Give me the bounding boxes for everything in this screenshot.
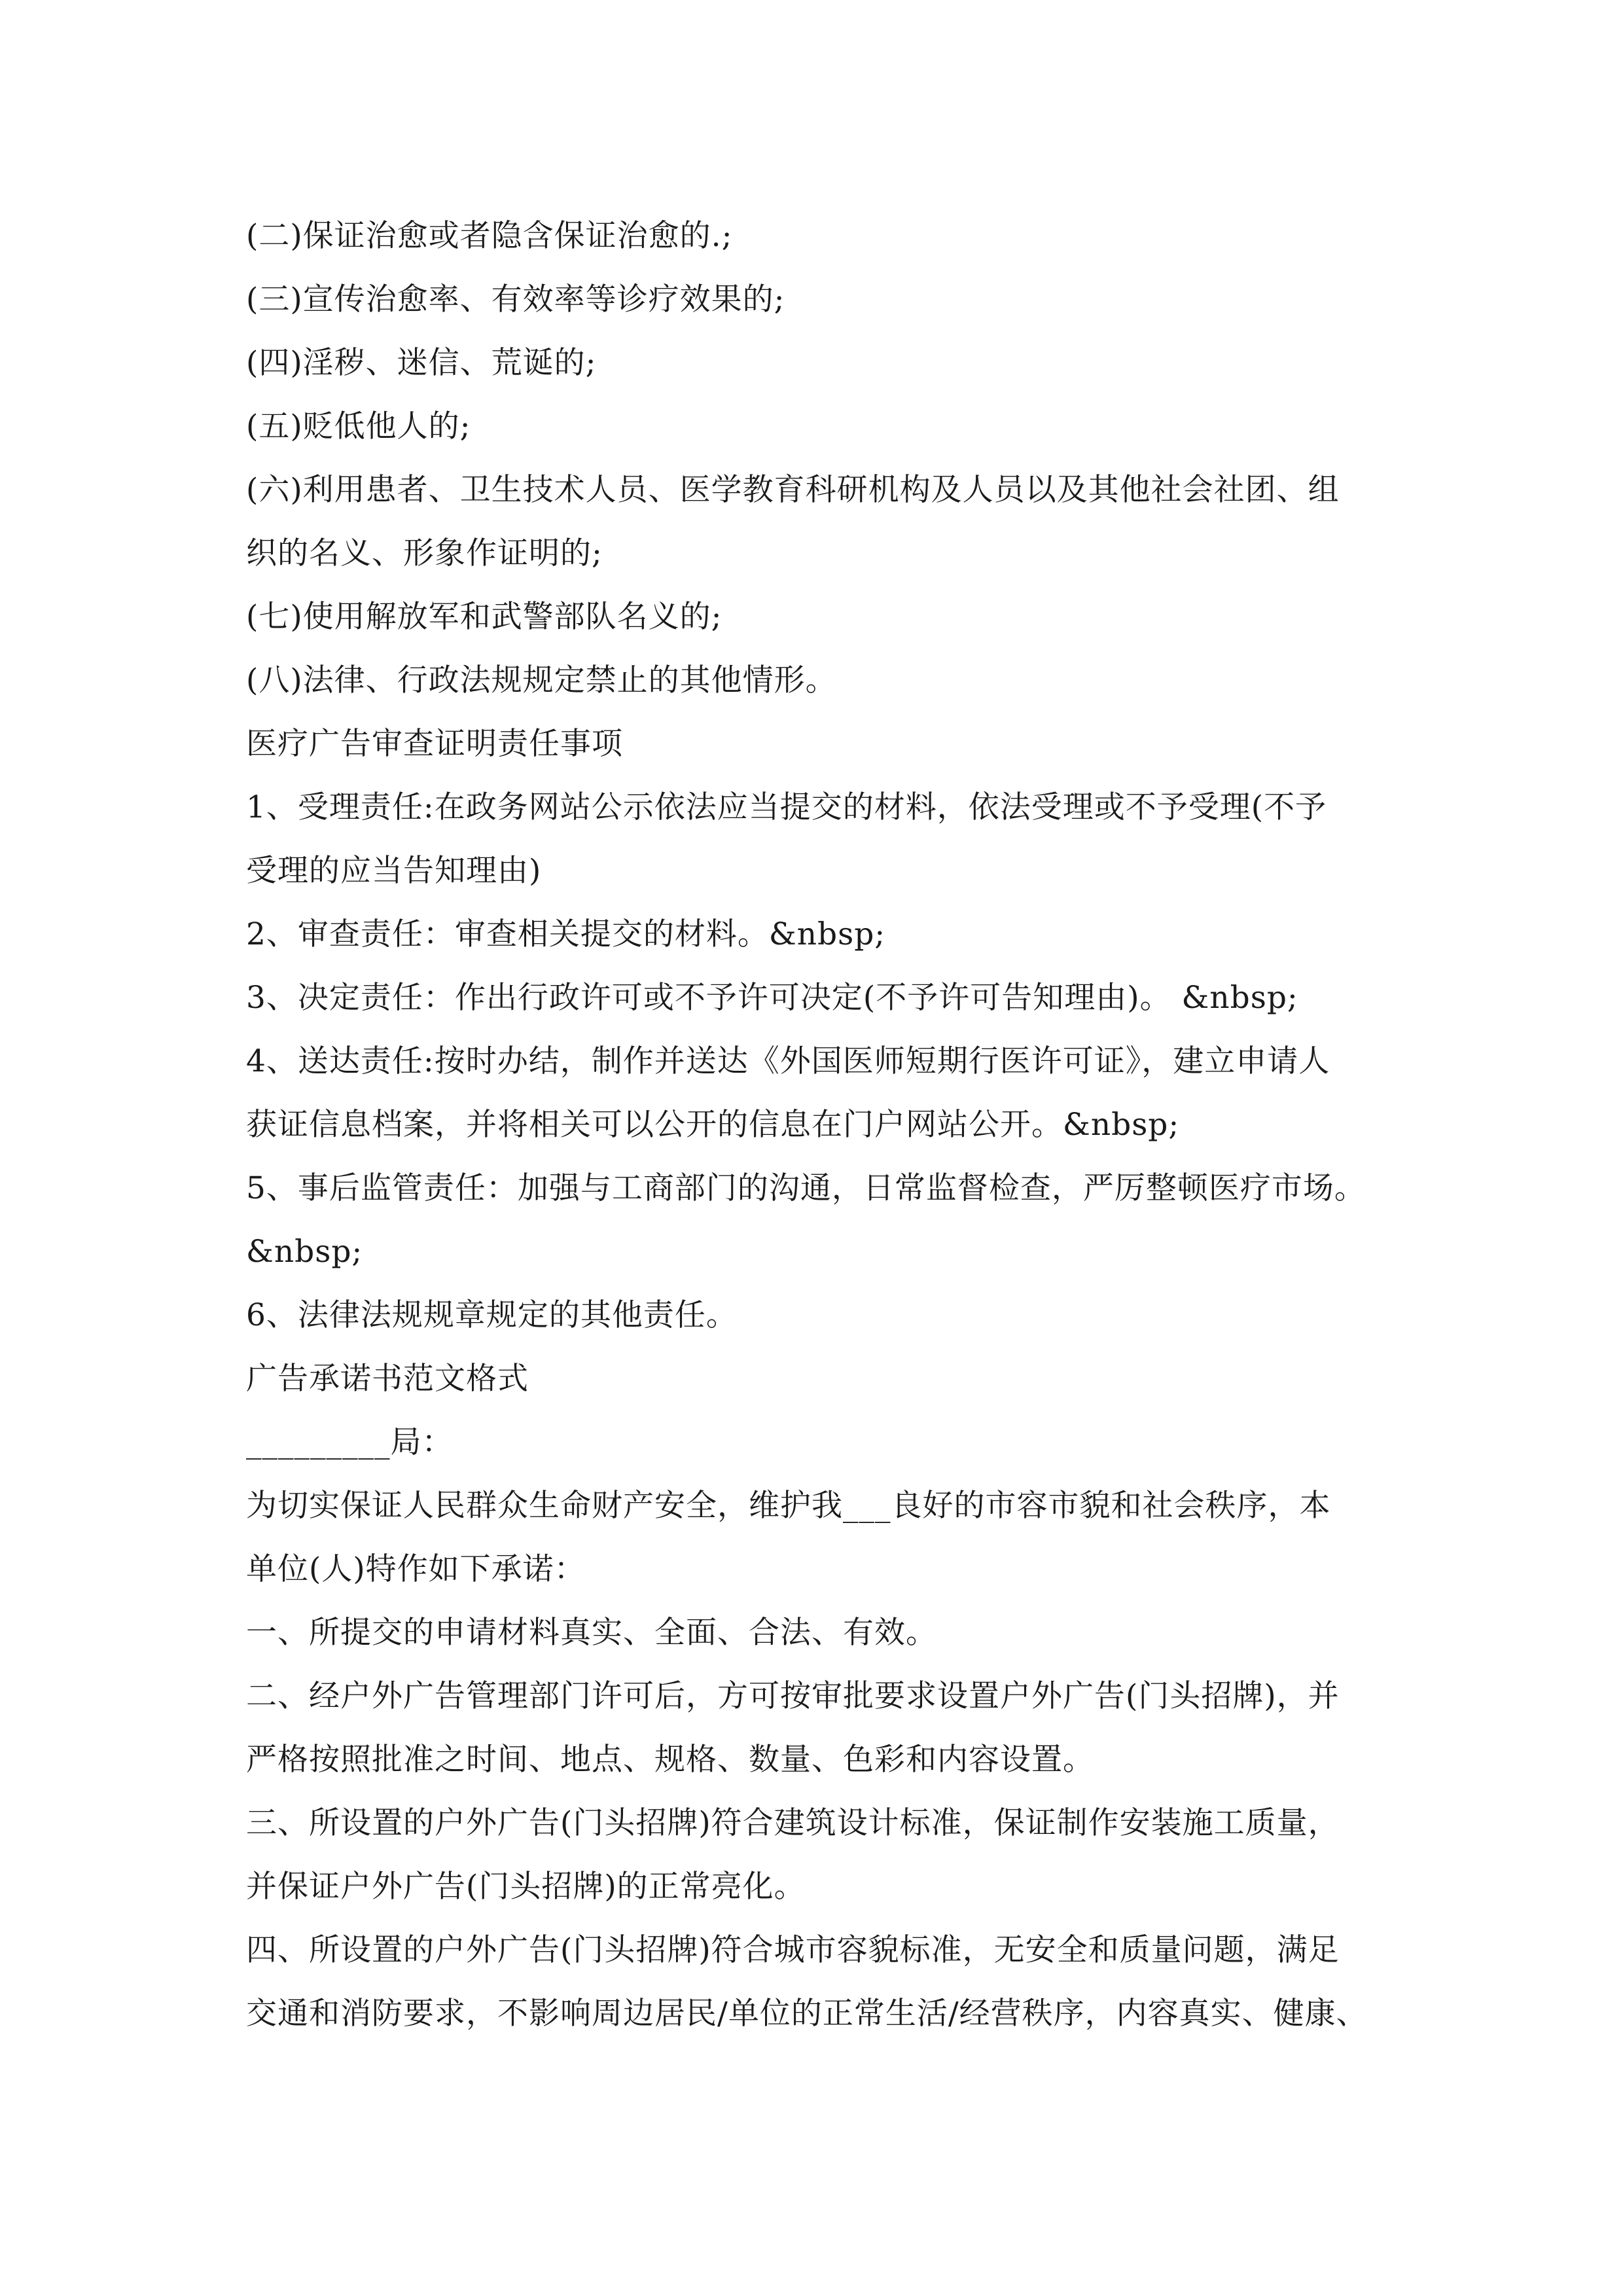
text-line: 单位(人)特作如下承诺： [246,1551,586,1587]
text-line: 4、送达责任:按时办结，制作并送达《外国医师短期行医许可证》，建立申请人 [246,1043,1330,1079]
text-line: 为切实保证人民群众生命财产安全，维护我___良好的市容市貌和社会秩序，本 [246,1488,1331,1524]
text-line: 织的名义、形象作证明的; [246,535,603,571]
text-line: 1、受理责任:在政务网站公示依法应当提交的材料，依法受理或不予受理(不予 [246,789,1327,825]
text-line: 6、法律法规规章规定的其他责任。 [246,1297,738,1333]
text-line: (二)保证治愈或者隐含保证治愈的.; [246,218,733,254]
text-line: &nbsp; [246,1234,363,1270]
text-line: 四、所设置的户外广告(门头招牌)符合城市容貌标准，无安全和质量问题，满足 [246,1932,1340,1968]
text-line: (八)法律、行政法规规定禁止的其他情形。 [246,662,837,698]
text-line: (六)利用患者、卫生技术人员、医学教育科研机构及人员以及其他社会社团、组 [246,472,1340,508]
text-line: 一、所提交的申请材料真实、全面、合法、有效。 [246,1615,937,1651]
text-line: (三)宣传治愈率、有效率等诊疗效果的; [246,281,785,317]
text-line: 受理的应当告知理由) [246,853,542,889]
text-line: (七)使用解放军和武警部队名义的; [246,599,722,635]
text-line: _________局： [246,1424,454,1460]
text-line: 获证信息档案，并将相关可以公开的信息在门户网站公开。&nbsp; [246,1107,1180,1143]
text-line: 严格按照批准之时间、地点、规格、数量、色彩和内容设置。 [246,1742,1094,1778]
text-line: (四)淫秽、迷信、荒诞的; [246,345,597,381]
text-line: 2、审查责任：审查相关提交的材料。&nbsp; [246,916,886,952]
section-heading: 医疗广告审查证明责任事项 [246,726,623,762]
text-line: 5、事后监管责任：加强与工商部门的沟通，日常监督检查，严厉整顿医疗市场。 [246,1170,1366,1206]
text-line: 3、决定责任：作出行政许可或不予许可决定(不予许可告知理由)。 &nbsp; [246,980,1298,1016]
text-line: (五)贬低他人的; [246,408,471,444]
section-heading: 广告承诺书范文格式 [246,1361,529,1397]
text-line: 交通和消防要求，不影响周边居民/单位的正常生活/经营秩序，内容真实、健康、 [246,1996,1368,2032]
text-line: 并保证户外广告(门头招牌)的正常亮化。 [246,1869,806,1905]
text-line: 二、经户外广告管理部门许可后，方可按审批要求设置户外广告(门头招牌)，并 [246,1678,1340,1714]
document-body [246,204,1388,2045]
text-line: 三、所设置的户外广告(门头招牌)符合建筑设计标准，保证制作安装施工质量， [246,1805,1340,1841]
